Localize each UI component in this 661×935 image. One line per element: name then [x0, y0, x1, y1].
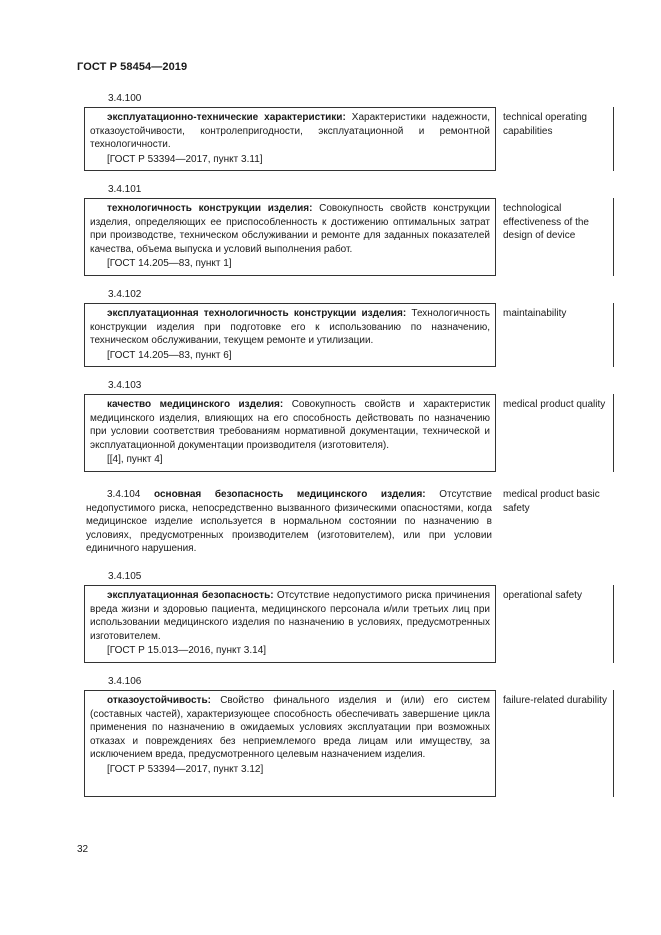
english-term: failure-related durability — [503, 695, 607, 706]
definition-text: Отсутствие недопустимого риска, непосредственно вызванного физическими опасностями, когда медицинское изделие используется в нормальном состоянии по назначению в условиях, предусмотренных производителем (изготовителем), или при условии единичного нарушения. — [86, 489, 492, 555]
term-box — [84, 303, 496, 367]
entry-number: 3.4.101 — [108, 184, 142, 195]
entry-number: 3.4.104 — [107, 489, 141, 500]
term-definition — [90, 111, 490, 152]
page-number: 32 — [77, 844, 89, 855]
term-definition — [86, 488, 492, 556]
column-divider — [613, 198, 614, 276]
term-title: эксплуатационная технологичность конструкции изделия: — [107, 308, 407, 319]
source-reference: [ГОСТ Р 53394—2017, пункт 3.11] — [107, 153, 263, 165]
term-title: основная безопасность медицинского изделия: — [154, 489, 426, 500]
english-term: medical product basic safety — [503, 489, 600, 514]
term-box — [84, 394, 496, 472]
term-box — [84, 690, 496, 797]
term-definition — [90, 202, 490, 256]
source-reference: [ГОСТ Р 15.013—2016, пункт 3.14] — [107, 645, 267, 657]
term-box — [84, 107, 496, 171]
source-reference: [ГОСТ Р 53394—2017, пункт 3.12] — [107, 763, 264, 775]
entry-number: 3.4.100 — [108, 93, 142, 104]
source-reference: [ГОСТ 14.205—83, пункт 6] — [107, 349, 232, 361]
column-divider — [613, 585, 614, 663]
entry-number: 3.4.105 — [108, 571, 142, 582]
term-title: эксплуатационно-технические характеристики: — [107, 112, 346, 123]
term-box — [84, 198, 496, 276]
english-term: operational safety — [503, 590, 582, 601]
term-definition — [90, 398, 490, 452]
english-term: technological effectiveness of the design of device — [503, 203, 589, 242]
term-title: эксплуатационная безопасность: — [107, 590, 274, 601]
definition-text: Отсутствие недопустимого риска причинения вреда жизни и здоровью пациента, медицинского персонала и/или третьих лиц при использовании медицинского изделия по назначению в условиях, предусмотренных изготовителем. — [90, 590, 491, 642]
column-divider — [613, 303, 614, 367]
column-divider — [613, 690, 614, 797]
term-definition — [90, 589, 490, 643]
term-title: качество медицинского изделия: — [107, 399, 284, 410]
english-term: maintainability — [503, 308, 567, 319]
english-term: medical product quality — [503, 399, 606, 410]
term-entry-unboxed — [86, 488, 492, 556]
column-divider — [613, 107, 614, 171]
source-reference: [[4], пункт 4] — [107, 454, 163, 466]
definition-text: Характеристики надежности, отказоустойчивости, контролепригодности, эксплуатационной и ремонтной технологичности. — [90, 112, 490, 151]
term-definition — [90, 307, 490, 348]
entry-number: 3.4.106 — [108, 676, 142, 687]
term-title: технологичность конструкции изделия: — [107, 203, 313, 214]
english-term: technical operating capabilities — [503, 112, 587, 137]
document-header: ГОСТ Р 58454—2019 — [77, 61, 188, 73]
definition-text: Свойство финального изделия и (или) его систем (составных частей), характеризующее способность обеспечивать завершение цикла применения по назначению в ожидаемых условиях эксплуатации при возможных отказах и повреждениях без неприемлемого вреда лицам или имуществу, за исключением вреда, предусмотренного целевым назначением изделия. — [90, 695, 490, 761]
term-definition — [90, 694, 490, 762]
definition-text: Совокупность свойств и характеристик медицинского изделия, влияющих на его способность действовать по назначению при условии соответствия требованиям нормативной документации, технической и эксплуатационной документации производителя (изготовителя). — [90, 399, 491, 451]
source-reference: [ГОСТ 14.205—83, пункт 1] — [107, 258, 232, 270]
definition-text: Технологичность конструкции изделия при подготовке его к использованию по назначению, техническом обслуживании, текущем ремонте и утилизации. — [90, 308, 490, 347]
term-box — [84, 585, 496, 663]
entry-number: 3.4.102 — [108, 289, 142, 300]
term-title: отказоустойчивость: — [107, 695, 211, 706]
column-divider — [613, 394, 614, 472]
definition-text: Совокупность свойств конструкции изделия, определяющих ее приспособленность к достижению оптимальных затрат при производстве, техническом обслуживании и ремонте для заданных показателей качества, объема выпуска и условий выполнения работ. — [90, 203, 490, 255]
entry-number: 3.4.103 — [108, 380, 142, 391]
